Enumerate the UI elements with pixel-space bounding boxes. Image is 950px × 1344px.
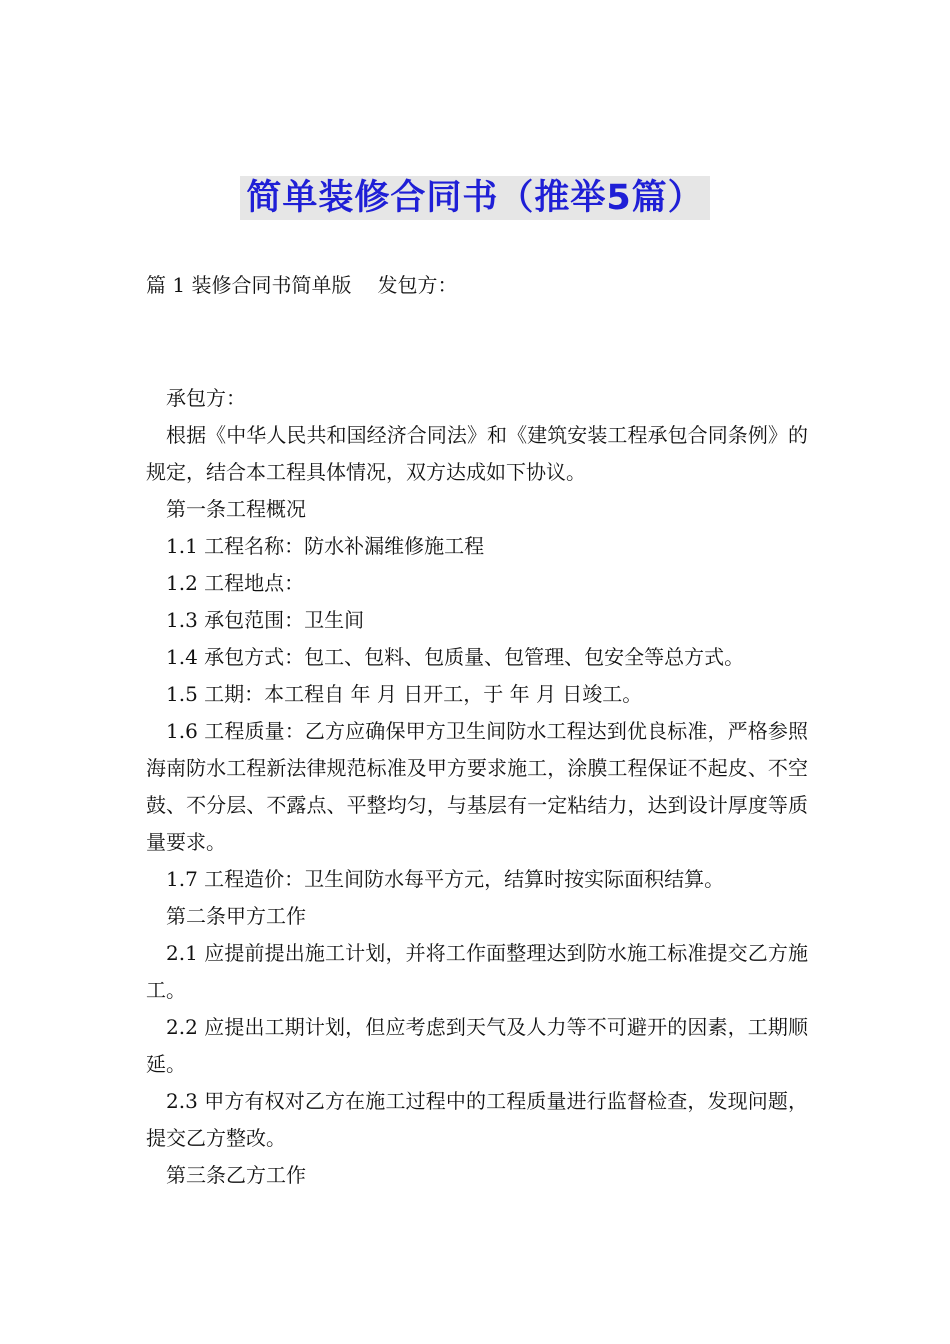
clause: 1.1 工程名称：防水补漏维修施工程 [166, 534, 485, 558]
contract-body [146, 380, 808, 1194]
clause: 1.4 承包方式：包工、包料、包质量、包管理、包安全等总方式。 [166, 645, 745, 669]
clause: 2.2 应提出工期计划，但应考虑到天气及人力等不可避开的因素，工期顺延。 [146, 1015, 808, 1076]
intro-line [146, 270, 457, 300]
section-heading: 第二条甲方工作 [166, 904, 306, 928]
clause: 1.5 工期：本工程自 年 月 日开工，于 年 月 日竣工。 [166, 682, 643, 706]
document-title: 简单装修合同书（推举5篇） [240, 176, 709, 220]
clause: 1.6 工程质量：乙方应确保甲方卫生间防水工程达到优良标准，严格参照海南防水工程新法律规范标准及甲方要求施工，涂膜工程保证不起皮、不空鼓、不分层、不露点、平整均匀，与基层有一定粘结力，达到设计厚度等质量要求。 [146, 719, 808, 854]
paragraph: 根据《中华人民共和国经济合同法》和《建筑安装工程承包合同条例》的规定，结合本工程具体情况，双方达成如下协议。 [146, 423, 808, 484]
paragraph: 承包方： [166, 386, 246, 410]
clause: 1.2 工程地点： [166, 571, 305, 595]
chapter-heading: 篇 1 装修合同书简单版 [146, 273, 352, 297]
employer-label: 发包方： [377, 273, 458, 297]
section-heading: 第一条工程概况 [166, 497, 306, 521]
title-area [0, 176, 950, 220]
clause: 1.3 承包范围：卫生间 [166, 608, 365, 632]
section-heading: 第三条乙方工作 [166, 1163, 306, 1187]
clause: 2.1 应提前提出施工计划，并将工作面整理达到防水施工标准提交乙方施工。 [146, 941, 808, 1002]
clause: 2.3 甲方有权对乙方在施工过程中的工程质量进行监督检查，发现问题，提交乙方整改。 [146, 1089, 808, 1150]
clause: 1.7 工程造价：卫生间防水每平方元，结算时按实际面积结算。 [166, 867, 725, 891]
